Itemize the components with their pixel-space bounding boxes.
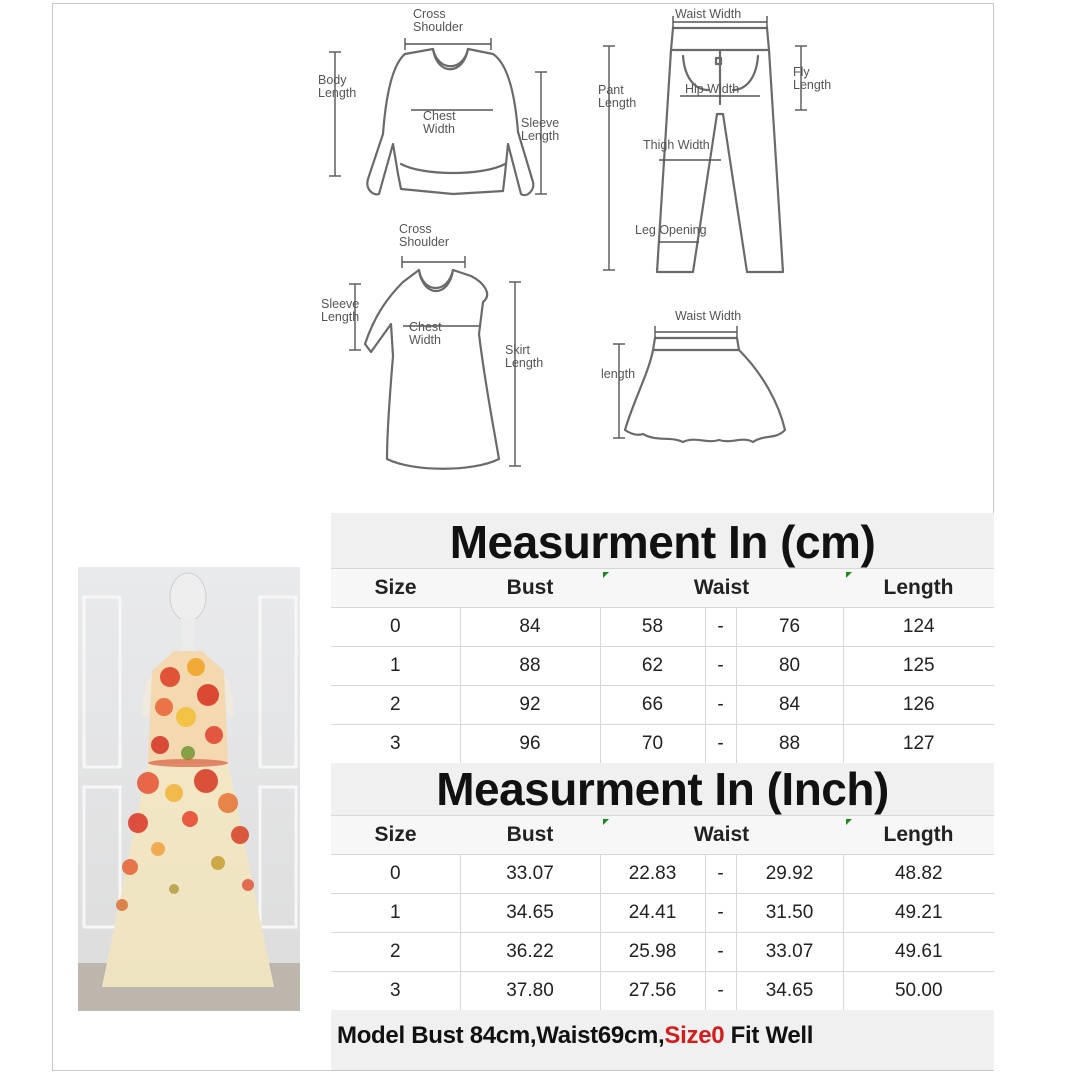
cell-size: 0	[331, 608, 460, 647]
table-row	[331, 894, 994, 933]
label-pant-length: Pant Length	[598, 83, 637, 110]
header-length: Length	[843, 816, 994, 855]
cell-length: 48.82	[843, 855, 994, 894]
cell-bust: 34.65	[460, 894, 600, 933]
cm-table-title: Measurment In (cm)	[449, 516, 876, 568]
cell-waist-min: 62	[600, 647, 705, 686]
cell-waist-max: 34.65	[736, 972, 843, 1011]
cell-waist-max: 29.92	[736, 855, 843, 894]
label-skirt-length: length	[601, 367, 636, 381]
cell-marker-icon	[603, 819, 609, 825]
cell-length: 49.21	[843, 894, 994, 933]
table-row	[331, 725, 994, 764]
note-size-highlight: Size0	[664, 1022, 725, 1049]
note-suffix: Fit Well	[724, 1022, 814, 1049]
header-bust: Bust	[460, 816, 600, 855]
cell-bust: 96	[460, 725, 600, 764]
cell-dash: -	[705, 972, 736, 1011]
cell-bust: 88	[460, 647, 600, 686]
label-cross-shoulder-2: Cross Shoulder	[399, 222, 450, 249]
cell-waist-min: 58	[600, 608, 705, 647]
cell-size: 3	[331, 725, 460, 764]
cell-bust: 36.22	[460, 933, 600, 972]
note-prefix: Model Bust 84cm,Waist69cm,	[337, 1022, 665, 1049]
header-size: Size	[331, 569, 460, 608]
cell-size: 0	[331, 855, 460, 894]
cell-bust: 84	[460, 608, 600, 647]
table-row	[331, 647, 994, 686]
cell-waist-max: 33.07	[736, 933, 843, 972]
label-thigh-width: Thigh Width	[643, 138, 710, 152]
label-fly-length: Fly Length	[793, 65, 832, 92]
inch-header-row	[331, 816, 994, 855]
cell-dash: -	[705, 933, 736, 972]
cell-size: 2	[331, 686, 460, 725]
cell-waist-min: 66	[600, 686, 705, 725]
cell-dash: -	[705, 894, 736, 933]
cell-dash: -	[705, 608, 736, 647]
label-cross-shoulder-1: Cross Shoulder	[413, 7, 464, 34]
skirt-sketch	[625, 338, 785, 442]
cell-dash: -	[705, 855, 736, 894]
label-body-length: Body Length	[318, 73, 357, 100]
skirt-measure-lines	[613, 326, 737, 438]
cell-waist-min: 25.98	[600, 933, 705, 972]
product-photo	[78, 567, 300, 1011]
cell-waist-max: 80	[736, 647, 843, 686]
cell-dash: -	[705, 725, 736, 764]
cell-bust: 92	[460, 686, 600, 725]
cell-bust: 37.80	[460, 972, 600, 1011]
label-sleeve-length-top: Sleeve Length	[521, 116, 560, 143]
cell-dash: -	[705, 686, 736, 725]
table-row	[331, 972, 994, 1011]
dress-sketch	[365, 270, 499, 469]
label-skirt-length-dress: Skirt Length	[505, 343, 544, 370]
cell-dash: -	[705, 647, 736, 686]
cell-length: 50.00	[843, 972, 994, 1011]
table-row	[331, 608, 994, 647]
dress-on-mannequin-image	[78, 567, 300, 1011]
table-row	[331, 933, 994, 972]
label-chest-width-dress: Chest Width	[409, 320, 442, 347]
cm-size-table	[331, 568, 994, 763]
label-chest-width-top: Chest Width	[423, 109, 456, 136]
cell-waist-min: 70	[600, 725, 705, 764]
cell-length: 124	[843, 608, 994, 647]
cell-size: 3	[331, 972, 460, 1011]
label-skirt-waist-width: Waist Width	[675, 309, 742, 323]
cell-length: 125	[843, 647, 994, 686]
cell-size: 2	[331, 933, 460, 972]
cell-length: 127	[843, 725, 994, 764]
cell-marker-icon	[846, 819, 852, 825]
label-sleeve-length-dress: Sleeve Length	[321, 297, 360, 324]
size-tables	[331, 513, 994, 1070]
table-row	[331, 686, 994, 725]
cell-waist-min: 24.41	[600, 894, 705, 933]
cell-size: 1	[331, 647, 460, 686]
header-waist: Waist	[600, 816, 843, 855]
cell-size: 1	[331, 894, 460, 933]
label-hip-width: Hip Width	[685, 82, 740, 96]
cell-waist-min: 27.56	[600, 972, 705, 1011]
label-pant-waist-width: Waist Width	[675, 7, 742, 21]
cell-marker-icon	[846, 572, 852, 578]
garment-sketches	[53, 4, 993, 512]
inch-size-table	[331, 815, 994, 1010]
label-leg-opening: Leg Opening	[635, 223, 707, 237]
measurement-diagrams	[53, 4, 993, 512]
header-waist: Waist	[600, 569, 843, 608]
cell-length: 49.61	[843, 933, 994, 972]
cell-waist-max: 76	[736, 608, 843, 647]
cm-header-row	[331, 569, 994, 608]
cell-waist-max: 31.50	[736, 894, 843, 933]
header-bust: Bust	[460, 569, 600, 608]
header-length: Length	[843, 569, 994, 608]
cell-marker-icon	[603, 572, 609, 578]
model-fit-note	[337, 1022, 813, 1050]
table-row	[331, 855, 994, 894]
cell-waist-min: 22.83	[600, 855, 705, 894]
cell-waist-max: 84	[736, 686, 843, 725]
cell-waist-max: 88	[736, 725, 843, 764]
cell-length: 126	[843, 686, 994, 725]
header-size: Size	[331, 816, 460, 855]
cell-bust: 33.07	[460, 855, 600, 894]
inch-table-title: Measurment In (Inch)	[436, 763, 889, 815]
